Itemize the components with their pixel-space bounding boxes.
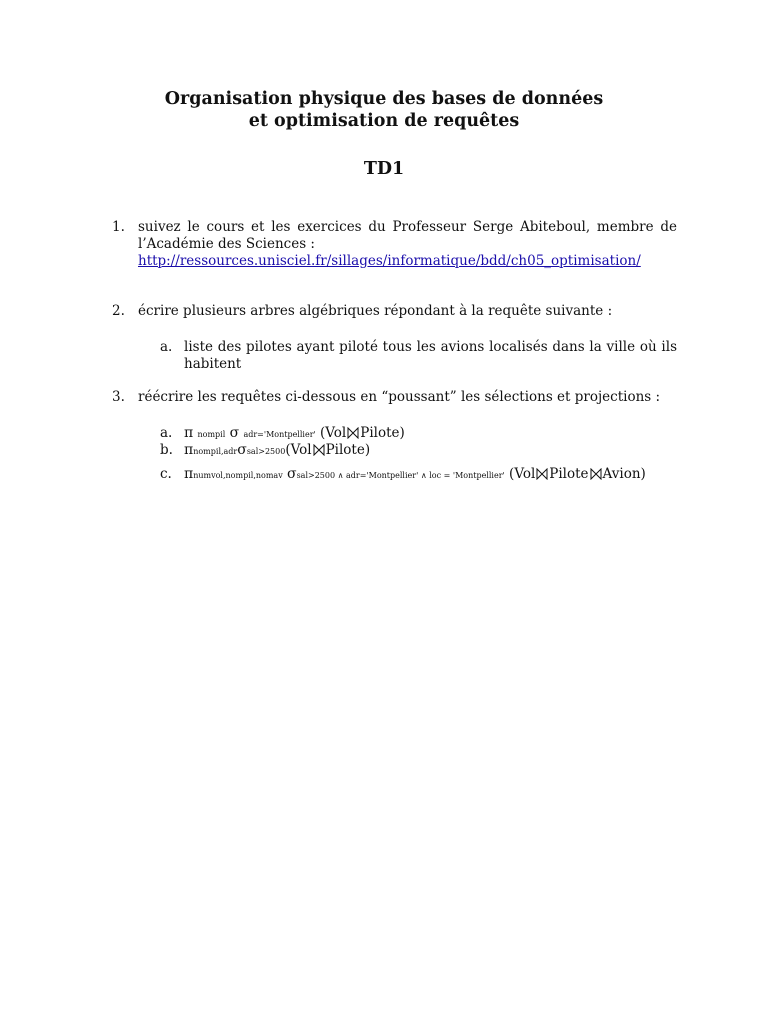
projection-symbol: π xyxy=(184,466,194,482)
relation-mid: Pilote xyxy=(549,466,589,482)
join-icon xyxy=(536,468,548,480)
item-text: réécrire les requêtes ci-dessous en “poussant” les sélections et projections : xyxy=(138,389,661,405)
list-item-2 xyxy=(112,303,677,320)
projection-attributes: nompil xyxy=(197,430,226,439)
sub-item-letter: a. xyxy=(160,425,173,441)
join-icon xyxy=(313,444,325,456)
relation-rest: Pilote) xyxy=(325,442,371,458)
item-text: écrire plusieurs arbres algébriques répondant à la requête suivante : xyxy=(138,303,613,319)
list-item-3 xyxy=(112,389,677,406)
selection-condition: adr='Montpellier' xyxy=(243,430,316,439)
item-text-line-2: l’Académie des Sciences : xyxy=(138,236,315,252)
item-text-line-1: suivez le cours et les exercices du Professeur Serge Abiteboul, membre de xyxy=(138,219,677,235)
document-title xyxy=(0,88,768,132)
title-line-1: Organisation physique des bases de données xyxy=(164,89,604,109)
selection-condition: sal>2500 xyxy=(246,447,286,456)
relation-rest: Avion) xyxy=(602,466,646,482)
sub-item-letter: b. xyxy=(160,442,173,458)
selection-symbol: σ xyxy=(229,425,240,441)
relation-rest: Pilote) xyxy=(360,425,405,441)
projection-symbol: π xyxy=(184,442,194,458)
projection-attributes: nompil,adr xyxy=(193,447,238,456)
sub-item-letter: a. xyxy=(160,339,173,355)
sub-item-letter: c. xyxy=(160,466,172,482)
item-number: 1. xyxy=(112,219,125,235)
selection-symbol: σ xyxy=(287,466,297,482)
selection-condition: sal>2500 ∧ adr='Montpellier' ∧ loc = 'Montpellier' xyxy=(296,471,505,480)
item-number: 2. xyxy=(112,303,125,319)
sub-item-text-line-2: habitent xyxy=(184,356,242,372)
item-number: 3. xyxy=(112,389,125,405)
sub-item-2a xyxy=(160,339,677,373)
document-subtitle: TD1 xyxy=(363,159,405,179)
title-line-2: et optimisation de requêtes xyxy=(248,111,520,131)
sub-item-3a xyxy=(160,425,677,443)
relation-open: (Vol xyxy=(285,442,312,458)
query-formula-c xyxy=(184,466,677,484)
selection-symbol: σ xyxy=(237,442,247,458)
query-formula-b xyxy=(184,442,677,460)
list-item-1 xyxy=(112,219,677,270)
sub-item-3c xyxy=(160,466,677,484)
relation-open: (Vol xyxy=(320,425,347,441)
course-link[interactable]: http://ressources.unisciel.fr/sillages/informatique/bdd/ch05_optimisation/ xyxy=(138,253,641,269)
relation-open: (Vol xyxy=(509,466,536,482)
sub-item-3b xyxy=(160,442,677,460)
projection-attributes: numvol,nompil,nomav xyxy=(193,471,283,480)
query-formula-a xyxy=(184,425,677,443)
join-icon xyxy=(590,468,602,480)
projection-symbol: π xyxy=(184,425,194,441)
join-icon xyxy=(347,427,359,439)
sub-item-text-line-1: liste des pilotes ayant piloté tous les avions localisés dans la ville où ils xyxy=(184,339,677,355)
